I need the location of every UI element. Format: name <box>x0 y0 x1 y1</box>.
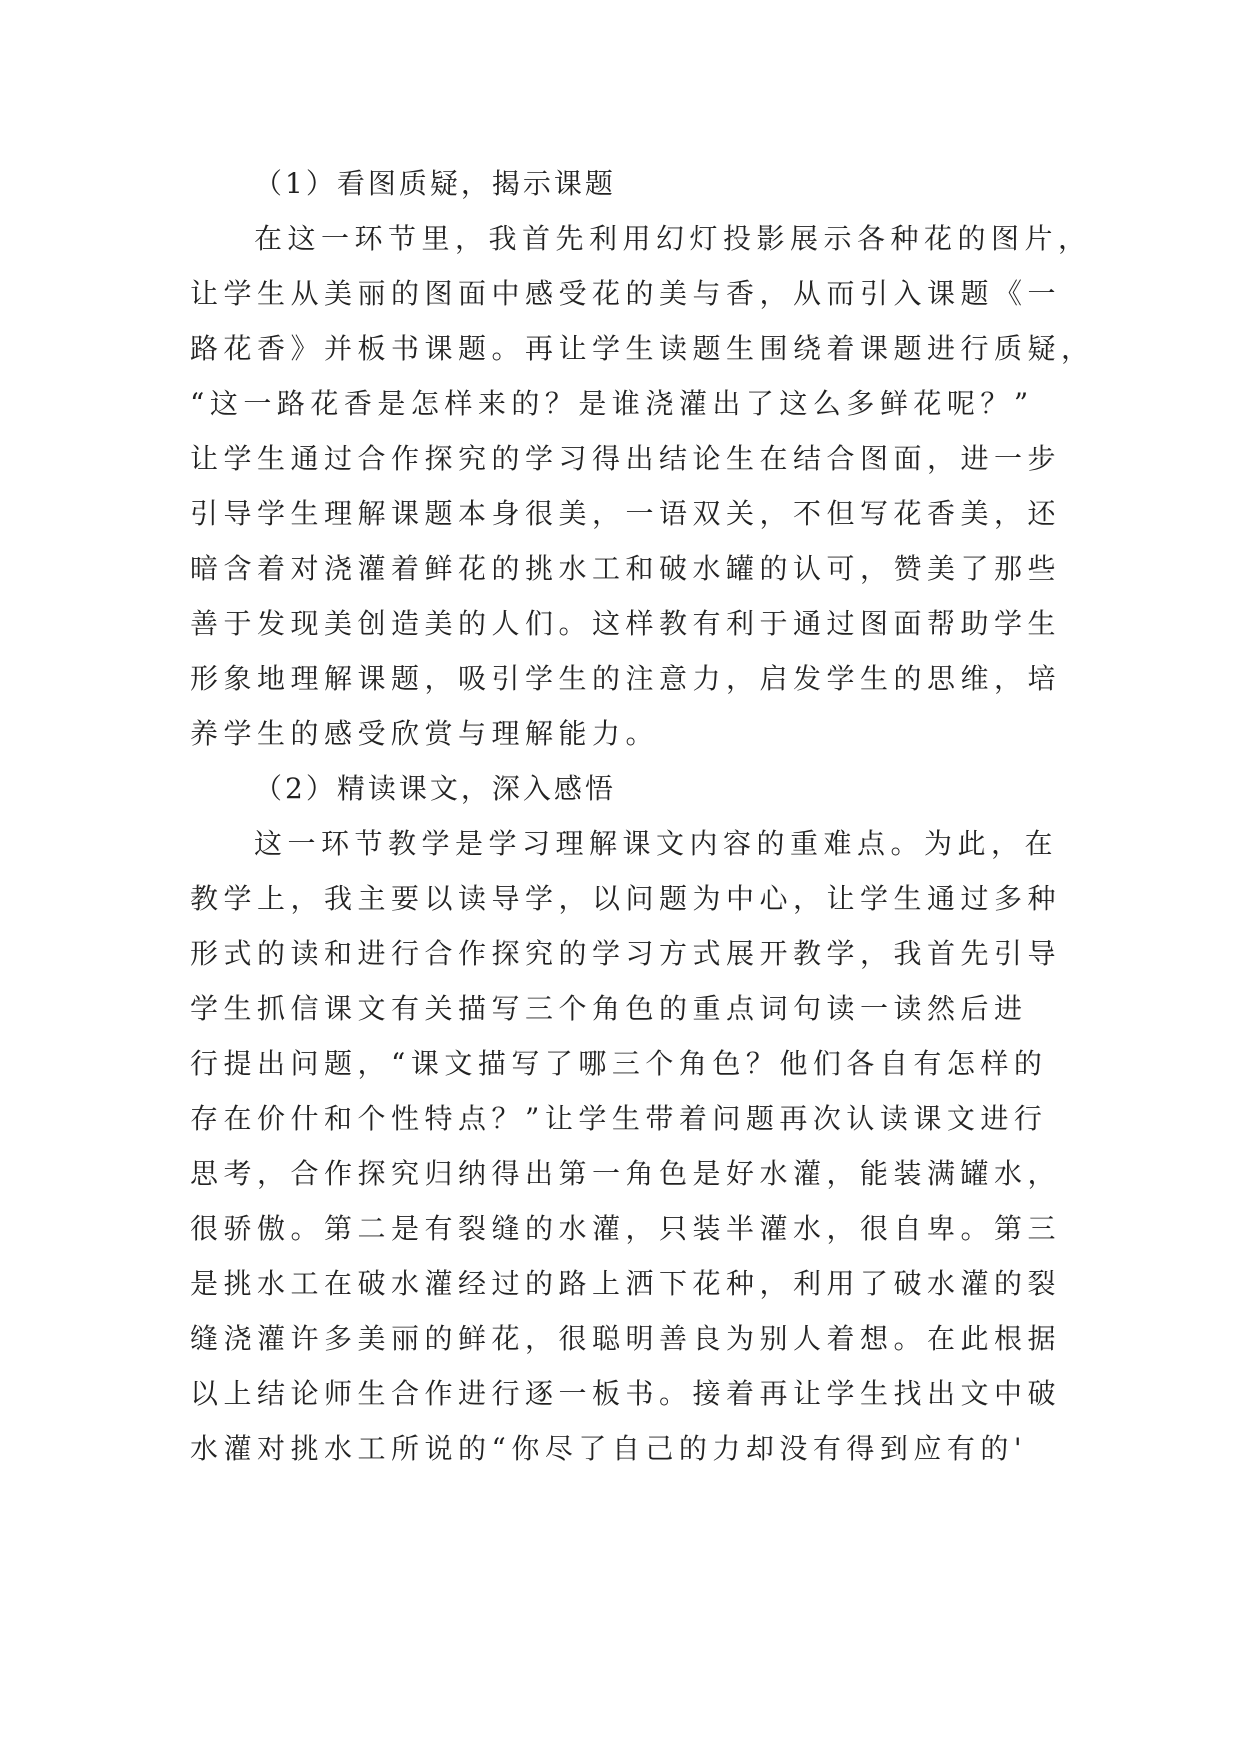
paragraph-line: 学生抓信课文有关描写三个角色的重点词句读一读然后进 <box>190 992 1028 1025</box>
paragraph-line: 很骄傲。第二是有裂缝的水灌，只装半灌水，很自卑。第三 <box>190 1212 1062 1245</box>
paragraph-line: 养学生的感受欣赏与理解能力。 <box>190 717 660 750</box>
paragraph-line: 暗含着对浇灌着鲜花的挑水工和破水罐的认可，赞美了那些 <box>190 552 1062 585</box>
paragraph-line: 是挑水工在破水灌经过的路上洒下花种，利用了破水灌的裂 <box>190 1267 1062 1300</box>
paragraph-line: 在这一环节里，我首先利用幻灯投影展示各种花的图片， <box>254 222 1092 255</box>
paragraph-line: 行提出问题，“课文描写了哪三个角色？他们各自有怎样的 <box>190 1047 1048 1080</box>
section-1-heading: （1）看图质疑，揭示课题 <box>254 167 616 200</box>
paragraph-line: 存在价什和个性特点？”让学生带着问题再次认读课文进行 <box>190 1102 1048 1135</box>
paragraph-line: 水灌对挑水工所说的“你尽了自己的力却没有得到应有的' <box>190 1432 1028 1465</box>
paragraph-line: 缝浇灌许多美丽的鲜花，很聪明善良为别人着想。在此根据 <box>190 1322 1062 1355</box>
paragraph-line: 以上结论师生合作进行逐一板书。接着再让学生找出文中破 <box>190 1377 1062 1410</box>
paragraph-line: 教学上，我主要以读导学，以问题为中心，让学生通过多种 <box>190 882 1062 915</box>
paragraph-line: 让学生通过合作探究的学习得出结论生在结合图面，进一步 <box>190 442 1062 475</box>
paragraph-line: “这一路花香是怎样来的？是谁浇灌出了这么多鲜花呢？” <box>190 387 1034 420</box>
paragraph-line: 让学生从美丽的图面中感受花的美与香，从而引入课题《一 <box>190 277 1062 310</box>
paragraph-line: 形式的读和进行合作探究的学习方式展开教学，我首先引导 <box>190 937 1062 970</box>
paragraph-line: 路花香》并板书课题。再让学生读题生围绕着课题进行质疑， <box>190 332 1095 365</box>
paragraph-line: 形象地理解课题，吸引学生的注意力，启发学生的思维，培 <box>190 662 1062 695</box>
paragraph-line: 这一环节教学是学习理解课文内容的重难点。为此，在 <box>254 827 1059 860</box>
paragraph-line: 思考，合作探究归纳得出第一角色是好水灌，能装满罐水， <box>190 1157 1062 1190</box>
section-2-heading: （2）精读课文，深入感悟 <box>254 772 616 805</box>
paragraph-line: 引导学生理解课题本身很美，一语双关，不但写花香美，还 <box>190 497 1062 530</box>
paragraph-line: 善于发现美创造美的人们。这样教有利于通过图面帮助学生 <box>190 607 1062 640</box>
